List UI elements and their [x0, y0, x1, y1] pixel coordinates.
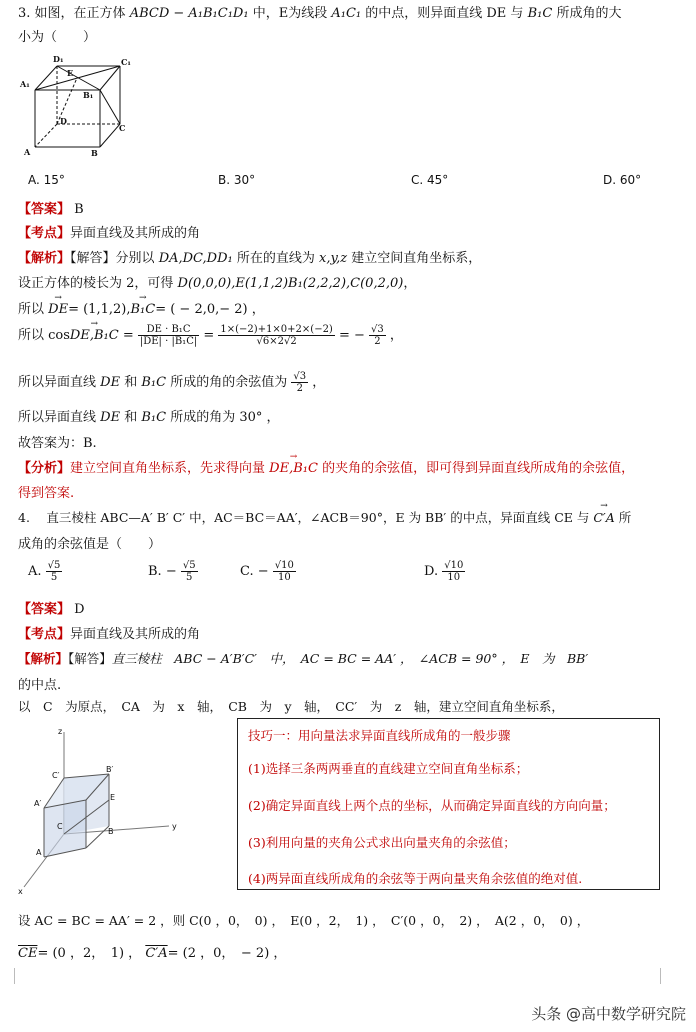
- watermark: 头条 @高中数学研究院: [531, 1005, 686, 1023]
- q4-option-a: A. $\frac{√5}{5}$: [28, 560, 61, 583]
- q4-jiexi-line1: 【解析】【解答】直三棱柱 ABC − A′B′C′ 中， AC = BC = AA′ ， ∠ACB = 90° ， E 为 BB′: [18, 651, 589, 666]
- q3-stem-line2: 小为（ ）: [18, 30, 97, 45]
- tip-item-3: (3)利用向量的夹角公式求出向量夹角的余弦值；: [248, 835, 516, 850]
- technique-tip-box: [237, 718, 660, 890]
- q3-option-d: D. 60°: [603, 173, 642, 187]
- q3-label-a: A: [24, 147, 31, 157]
- q3-label-e: E: [67, 68, 74, 78]
- q4-label-a: A: [36, 848, 42, 857]
- q3-option-a: A. 15°: [28, 173, 65, 187]
- q3-jiexi-line2: 设正方体的棱长为 2，可得 D(0,0,0),E(1,1,2)B₁(2,2,2),C(0,2,0)，: [18, 276, 417, 291]
- q4-option-c: C. − $\frac{√10}{10}$: [240, 560, 294, 583]
- q3-stem-line1: 3. 如图，在正方体 ABCD − A₁B₁C₁D₁ 中，E为线段 A₁C₁ 的中点，则异面直线 DE 与 B₁C 所成角的大: [18, 6, 622, 21]
- tip-item-4: (4)两异面直线所成角的余弦等于两向量夹角余弦值的绝对值.: [248, 871, 583, 886]
- q3-answer: 【答案】 B: [18, 202, 84, 217]
- q4-label-b: B: [108, 827, 114, 836]
- q4-jiexi-line2: 的中点.: [18, 678, 62, 693]
- q3-kaodian: 【考点】异面直线及其所成的角: [18, 226, 201, 241]
- tip-item-1: (1)选择三条两两垂直的直线建立空间直角坐标系；: [248, 761, 529, 776]
- page-corner-mark-left: [14, 968, 15, 984]
- q4-label-a-prime: A′: [34, 799, 42, 808]
- q3-label-c: C: [119, 123, 126, 133]
- q3-jiexi-line5: 所以异面直线 DE 和 B₁C 所成的角的余弦值为 $\frac{√3}{2}$ ，: [18, 371, 326, 394]
- q3-label-c1: C₁: [121, 57, 131, 67]
- q4-label-b-prime: B′: [106, 765, 114, 774]
- q3-label-b: B: [91, 148, 98, 158]
- q4-answer: 【答案】 D: [18, 602, 85, 617]
- q4-stem-line1: 4. 直三棱柱 ABC—A′ B′ C′ 中，AC＝BC＝AA′，∠ACB＝90°，E 为 BB′ 的中点，异面直线 CE 与 → C′A 所: [18, 508, 631, 526]
- q4-prism-figure: [14, 722, 184, 897]
- q3-cube-figure: [15, 52, 135, 162]
- q4-label-z: z: [58, 727, 63, 736]
- q3-fenxi-line2: 得到答案.: [18, 486, 75, 501]
- tip-item-2: (2)确定异面直线上两个点的坐标，从而确定异面直线的方向向量；: [248, 798, 616, 813]
- q4-jiexi-line3: 以 C 为原点， CA 为 x 轴， CB 为 y 轴， CC′ 为 z 轴，建立空间直角坐标系，: [18, 699, 564, 714]
- q3-jiexi-line3: 所以 → DE= (1,1,2),→ B₁C= ( − 2,0,− 2) ，: [18, 298, 265, 317]
- q3-jiexi-line1: 【解析】【解答】分别以 DA,DC,DD₁ 所在的直线为 x,y,z 建立空间直角坐标系，: [18, 251, 482, 266]
- q3-fenxi-line1: 【分析】建立空间直角坐标系，先求得向量 → DE,B₁C 的夹角的余弦值，即可得到异面直线所成角的余弦值，: [18, 457, 634, 476]
- q3-label-d: D: [60, 116, 67, 126]
- q4-vectors-line: $\overline{CE}= (0$ ，2， 1) ， C′A= (2 ，0， − 2) ，: [18, 946, 287, 961]
- q3-conclusion: 故答案为：B.: [18, 436, 97, 451]
- tip-title: 技巧一：用向量法求异面直线所成角的一般步骤: [248, 728, 511, 743]
- q4-option-d: D. $\frac{√10}{10}$: [424, 560, 464, 583]
- page-corner-mark-right: [660, 968, 661, 984]
- q3-label-a1: A₁: [20, 79, 30, 89]
- q3-option-c: C. 45°: [411, 173, 449, 187]
- q4-coordinates-line: 设 AC = BC = AA′ = 2 ，则 C(0 ，0， 0) ， E(0 ，2， 1) ， C′(0 ，0， 2) ， A(2 ，0， 0) ，: [18, 913, 590, 928]
- q3-jiexi-line6: 所以异面直线 DE 和 B₁C 所成的角为 30° ，: [18, 410, 280, 425]
- q3-label-d1: D₁: [53, 54, 64, 64]
- q4-label-e: E: [110, 793, 116, 802]
- q4-label-x: x: [18, 887, 23, 896]
- q3-jiexi-line4: 所以 cos→ DE,B₁C = $\frac{\text{DE · B₁C}}{\text{|DE| · |B₁C|}}$ = $\frac{1\times(-2)+1\times 0+2\times(-2)}{√6\times 2√2}$ = − $\frac{√3}{2}$ ，: [18, 324, 403, 347]
- q3-option-b: B. 30°: [218, 173, 256, 187]
- q4-label-c: C: [57, 822, 63, 831]
- q4-kaodian: 【考点】异面直线及其所成的角: [18, 627, 201, 642]
- q4-option-b: B. − $\frac{√5}{5}$: [148, 560, 196, 583]
- q4-label-y: y: [172, 822, 177, 831]
- q4-stem-line2: 成角的余弦值是（ ）: [18, 537, 162, 552]
- q3-label-b1: B₁: [83, 90, 94, 100]
- q4-label-c-prime: C′: [52, 771, 60, 780]
